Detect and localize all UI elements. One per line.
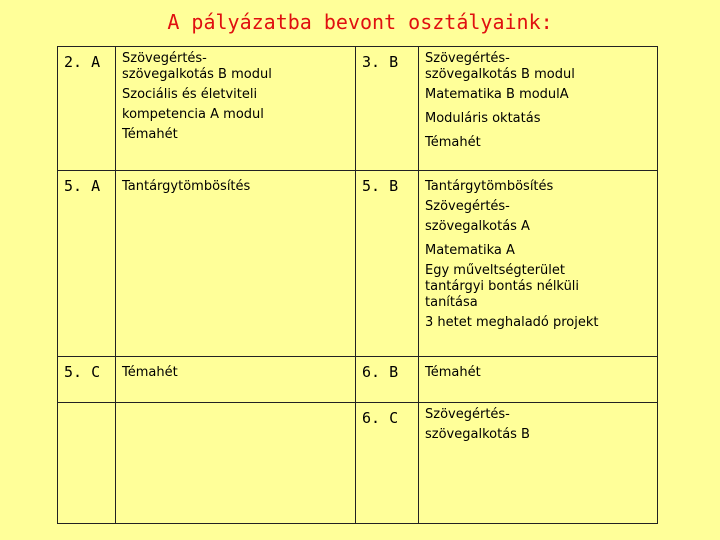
activity-cell [419, 403, 658, 524]
table-row [58, 171, 658, 357]
activity-line: Témahét [122, 127, 178, 142]
activity-line: 3 hetet meghaladó projekt [425, 315, 599, 330]
table-row [58, 357, 658, 403]
activity-line: tantárgyi bontás nélküli [425, 279, 580, 294]
class-cell: 6. B [356, 357, 419, 403]
activity-cell [116, 357, 356, 403]
class-cell: 2. A [58, 47, 116, 171]
table-row [58, 403, 658, 524]
activity-cell [116, 171, 356, 357]
activity-line: Szövegértés- [122, 51, 207, 66]
activity-line: Tantárgytömbösítés [122, 179, 251, 194]
activity-line: szövegalkotás B [425, 427, 530, 442]
classes-table [57, 46, 658, 524]
activity-line: Témahét [122, 365, 178, 380]
table-row [58, 47, 658, 171]
class-cell: 5. B [356, 171, 419, 357]
activity-cell [116, 403, 356, 524]
activity-cell [116, 47, 356, 171]
class-cell [58, 403, 116, 524]
activity-line: Szövegértés- [425, 199, 510, 214]
class-cell: 5. A [58, 171, 116, 357]
activity-line: Tantárgytömbösítés [425, 179, 554, 194]
class-cell: 3. B [356, 47, 419, 171]
activity-line: Matematika B modulA [425, 87, 569, 102]
activity-line: tanítása [425, 295, 478, 310]
activity-line: Szövegértés- [425, 407, 510, 422]
activity-line: Témahét [425, 135, 481, 150]
page-title: A pályázatba bevont osztályaink: [167, 10, 553, 34]
activity-line: kompetencia A modul [122, 107, 264, 122]
activity-line: szövegalkotás B modul [425, 67, 575, 82]
activity-line: szövegalkotás A [425, 219, 530, 234]
activity-cell [419, 171, 658, 357]
activity-cell [419, 47, 658, 171]
activity-line: Szövegértés- [425, 51, 510, 66]
activity-line: Szociális és életviteli [122, 87, 258, 102]
class-cell: 6. C [356, 403, 419, 524]
activity-line: Témahét [425, 365, 481, 380]
activity-line: Egy műveltségterület [425, 263, 566, 278]
class-cell: 5. C [58, 357, 116, 403]
activity-line: szövegalkotás B modul [122, 67, 272, 82]
activity-line: Matematika A [425, 243, 515, 258]
activity-line: Moduláris oktatás [425, 111, 541, 126]
activity-cell [419, 357, 658, 403]
